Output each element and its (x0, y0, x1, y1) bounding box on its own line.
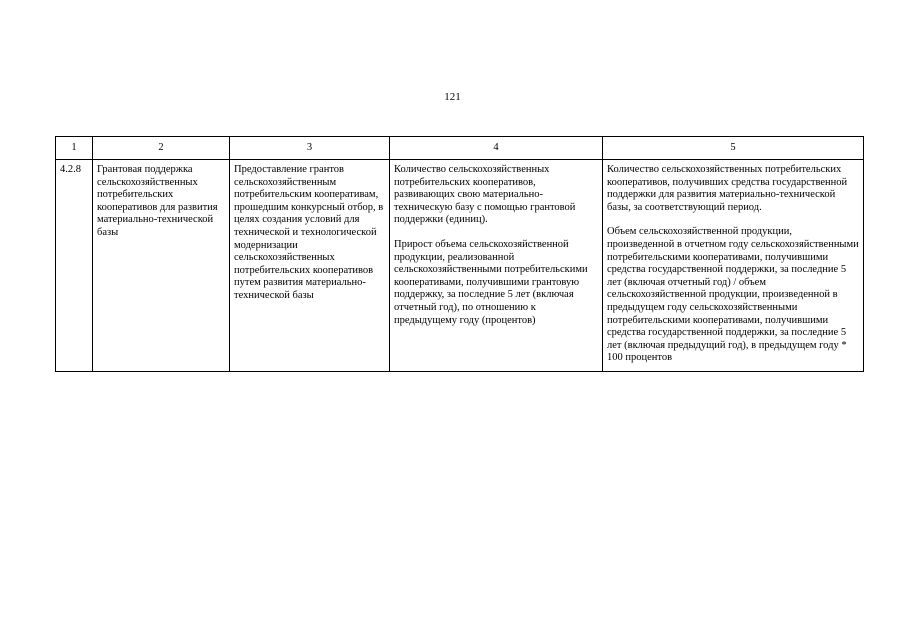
cell-number: 4.2.8 (56, 160, 93, 372)
method-paragraph: Количество сельскохозяйственных потребительских кооперативов, получивших средства государственной поддержки для развития материально-технической базы, за соответствующий период. (607, 164, 848, 213)
header-col-1: 1 (56, 137, 93, 160)
program-table (55, 136, 864, 372)
header-col-2: 2 (93, 137, 230, 160)
header-col-3: 3 (230, 137, 390, 160)
cell-methods (603, 160, 864, 372)
header-col-5: 5 (603, 137, 864, 160)
method-paragraph: Объем сельскохозяйственной продукции, произведенной в отчетном году сельскохозяйственными потребительскими кооперативами, получившими средства государственной поддержки, за последние 5 лет (включая отчетный год) / объем сельскохозяйственной продукции, произведенной в предыдущем году сельскохозяйственными потребительскими кооперативами, получившими средства государственной поддержки, за последние 5 лет (включая предыдущий год), в предыдущем году * 100 процентов (607, 226, 859, 364)
indicator-paragraph: Прирост объема сельскохозяйственной продукции, реализованной сельскохозяйственными потребительскими кооперативами, получившими грантовую поддержку, за последние 5 лет (включая отчетный год), по отношению к предыдущему году (процентов) (394, 238, 588, 326)
cell-description: Предоставление грантов сельскохозяйственным потребительским кооперативам, прошедшим конкурсный отбор, в целях создания условий для технической и технологической модернизации сельскохозяйственных потребительских кооперативов путем развития материально-технической базы (230, 160, 390, 372)
header-col-4: 4 (390, 137, 603, 160)
cell-indicators (390, 160, 603, 372)
table-row (56, 160, 864, 372)
cell-measure: Грантовая поддержка сельскохозяйственных потребительских кооперативов для развития материально-технической базы (93, 160, 230, 372)
header-row (56, 137, 864, 160)
indicator-paragraph: Количество сельскохозяйственных потребительских кооперативов, развивающих свою материально-техническую базу с помощью грантовой поддержки (единиц). (394, 164, 576, 226)
page-number: 121 (444, 91, 461, 103)
